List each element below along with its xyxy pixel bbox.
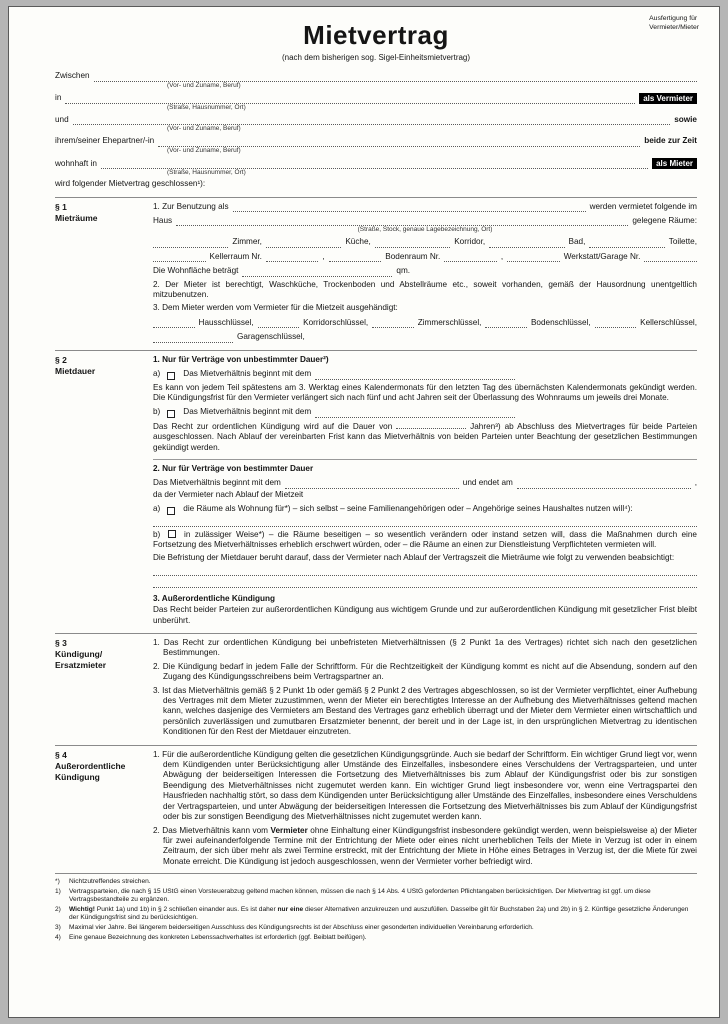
s2-option-2b-row: [153, 530, 697, 551]
label-in: in: [55, 93, 62, 103]
footnote-2-bold-wichtig: Wichtig!: [69, 905, 95, 913]
party-row-spouse: [55, 136, 697, 146]
s3-paragraph-1: 1. Das Recht zur ordentlichen Kündigung bei unbefristeten Mietverhältnissen (§ 2 Punkt 1a des Vertrages) richtet sich nach den gesetzlichen Bestimmungen.: [153, 638, 697, 658]
label-hausschluessel: Hausschlüssel,: [198, 317, 254, 327]
fixed-begin-label: Das Mietverhältnis beginnt mit dem: [153, 478, 281, 488]
footnote-1-marker: 1): [55, 887, 61, 895]
s2-heading-2: 2. Nur für Verträge von bestimmter Dauer: [153, 459, 697, 474]
badge-als-vermieter: als Vermieter: [639, 93, 697, 104]
footnote-3: [55, 924, 697, 933]
section-1-name: Mieträume: [55, 212, 98, 223]
option-2b-text: in zulässiger Weise*) – die Räume beseitigen – so wesentlich verändern oder instand setzen will, dass die Maßnahmen durch eine Fortsetzung des Mietverhältnisses erheblich erschwert würden, oder – die Räume an einen zur Dienstleistung Verpflichteten vermieten will.: [153, 529, 697, 549]
footnote-1-text: Vertragsparteien, die nach § 15 UStG einen Vorsteuerabzug geltend machen können, müssen die nach § 14 Abs. 4 UStG geforderten Pflichtangaben berücksichtigen. Der Mietvertrag ist ggf. um diese Vertragsbestandteile zu ergänzen.: [69, 887, 651, 904]
label-garagenschluessel: Garagenschlüssel,: [237, 332, 305, 342]
section-3-content: [153, 638, 697, 738]
field-count-hausschluessel[interactable]: [153, 318, 195, 328]
parties-block: [55, 71, 697, 189]
s3-paragraph-2: 2. Die Kündigung bedarf in jedem Falle der Schriftform. Für die Rechtzeitigkeit der Kündigung kommt es nicht auf die Absendung, sondern auf den Zugang des Kündigungsschreibens beim Vertragspartner an.: [153, 661, 697, 682]
field-intended-use-line1[interactable]: [153, 564, 697, 576]
section-1-label: [55, 202, 153, 343]
s1-paragraph-2: 2. Der Mieter ist berechtigt, Waschküche, Trockenboden und Abstellräume etc., soweit vorhanden, gemäß der Hausordnung unentgeltlich mitzubenutzen.: [153, 279, 697, 300]
comma: ,: [500, 251, 504, 261]
party-row-landlord: [55, 71, 697, 81]
field-werkstatt-nr[interactable]: [644, 252, 697, 262]
label-wohnflaeche: Die Wohnfläche beträgt: [153, 266, 239, 276]
area-row: [153, 266, 697, 276]
option-a-label: a): [153, 369, 161, 379]
section-2-label: [55, 355, 153, 626]
section-4-name-line2: Kündigung: [55, 771, 100, 782]
field-landlord-address[interactable]: [65, 94, 635, 104]
page-subtitle: (nach dem bisherigen sog. Sigel-Einheitsmietvertrag): [281, 53, 471, 63]
section-1: [55, 197, 697, 343]
s2-paragraph-b-text1: Das Recht zur ordentlichen Kündigung wird auf die Dauer von: [153, 421, 393, 431]
field-count-bad[interactable]: [489, 238, 564, 248]
label-bad: Bad,: [568, 237, 586, 247]
label-bodenraum: Bodenraum Nr.: [385, 251, 441, 261]
rooms-label: gelegene Räume:: [632, 215, 697, 225]
hint-tenant-address: (Straße, Hausnummer, Ort): [167, 168, 246, 176]
label-werkstatt-garage: Werkstatt/Garage Nr.: [563, 251, 641, 261]
comma: ,: [694, 478, 698, 488]
footnote-3-text: Maximal vier Jahre. Bei längerem beiderseitigen Ausschluss des Kündigungsrechts ist der Abschluss einer gesonderten individuellen Vereinbarung erforderlich.: [69, 923, 534, 931]
label-kellerschluessel: Kellerschlüssel,: [640, 317, 698, 327]
s2-option-b-row: [153, 407, 697, 417]
footnote-star-text: Nichtzutreffendes streichen.: [69, 878, 151, 886]
s2-fixed-term-row: [153, 478, 697, 488]
label-beide-zur-zeit: beide zur Zeit: [644, 136, 697, 146]
keys-row-1: [153, 318, 697, 328]
footnote-2-text: [69, 906, 697, 923]
label-kueche: Küche,: [345, 237, 371, 247]
footnotes-block: [55, 873, 697, 942]
footnote-3-marker: 3): [55, 923, 61, 931]
field-usage[interactable]: [233, 202, 586, 212]
field-count-zimmerschluessel[interactable]: [372, 318, 414, 328]
field-house-location[interactable]: [176, 216, 628, 226]
section-3: [55, 633, 697, 738]
hint-landlord-name: (Vor- und Zuname, Beruf): [167, 81, 241, 89]
field-spouse-name[interactable]: [158, 137, 640, 147]
label-kellerraum: Kellerraum Nr.: [209, 251, 262, 261]
label-korridorschluessel: Korridorschlüssel,: [303, 317, 369, 327]
label-zwischen: Zwischen: [55, 71, 90, 81]
label-zimmerschluessel: Zimmerschlüssel,: [417, 317, 482, 327]
section-1-content: [153, 202, 697, 343]
field-bodenraum-nr[interactable]: [444, 252, 497, 262]
section-4-label: [55, 750, 153, 867]
option-2a-text: die Räume als Wohnung für*) – sich selbst – seine Familienangehörigen oder – Angehörige seines Haushaltes nutzen will⁴):: [183, 504, 633, 514]
field-wohnflaeche[interactable]: [242, 267, 392, 277]
s2-heading-1: 1. Nur für Verträge von unbestimmter Dauer²): [153, 354, 329, 364]
hint-house-location: (Straße, Stock, genaue Lagebezeichnung, Ort): [357, 226, 493, 234]
party-row-tenant: [55, 115, 697, 125]
s2-paragraph-3: Das Recht beider Parteien zur außerordentlichen Kündigung aus wichtigem Grunde und zur außerordentlichen Kündigung mit gesetzlicher Frist bleibt unberührt.: [153, 605, 697, 625]
field-exclusion-years[interactable]: [396, 421, 466, 429]
usage-row: [153, 202, 697, 212]
field-count-kellerraum[interactable]: [153, 252, 206, 262]
usage-label-2: werden vermietet folgende im: [589, 201, 697, 211]
field-kellerraum-nr[interactable]: [266, 252, 319, 262]
option-b-text: Das Mietverhältnis beginnt mit dem: [183, 407, 312, 417]
section-2-content: [153, 355, 697, 626]
label-sowie: sowie: [674, 114, 697, 124]
field-count-zimmer[interactable]: [153, 238, 228, 248]
label-wohnhaft-in: wohnhaft in: [55, 158, 97, 168]
label-qm: qm.: [396, 266, 411, 276]
section-3-label: [55, 638, 153, 738]
checkbox-unbestimmt-a[interactable]: [167, 372, 175, 380]
s2-paragraph-b: [153, 421, 697, 453]
option-b-label: b): [153, 407, 161, 417]
footnote-4: [55, 934, 697, 943]
field-count-toilette[interactable]: [589, 238, 664, 248]
label-zimmer: Zimmer,: [232, 237, 262, 247]
section-3-name-line2: Ersatzmieter: [55, 660, 107, 671]
field-begin-date-a[interactable]: [315, 370, 515, 380]
field-landlord-name[interactable]: [94, 72, 697, 82]
footnote-1: [55, 888, 697, 905]
footnote-star-marker: *): [55, 878, 60, 886]
hint-tenant-name: (Vor- und Zuname, Beruf): [167, 125, 241, 133]
footnote-2-text-b: dieser Alternativen anzukreuzen und auszufüllen. Dasselbe gilt für Buchstaben 2a) und 2b) in § 2. Künftige gesetzliche Änderungen der Kündigungsfrist sind zu berücksichtigen.: [69, 905, 689, 922]
field-count-kueche[interactable]: [266, 238, 341, 248]
house-label: Haus: [153, 215, 173, 225]
label-ehepartner: ihrem/seiner Ehepartner/-in: [55, 136, 155, 146]
keys-row-2: [153, 332, 697, 342]
field-count-garagenschluessel[interactable]: [153, 333, 233, 343]
copy-note: [649, 15, 699, 33]
section-4-content: [153, 750, 697, 867]
party-row-tenant-address: [55, 158, 697, 169]
badge-als-mieter: als Mieter: [652, 158, 697, 169]
s2-paragraph-a: Es kann von jedem Teil spätestens am 3. Werktag eines Kalendermonats für den letzten Tag des übernächsten Kalendermonats gekündigt werden. Die Kündigungsfrist für den Vermieter verlängert sich nach fünf und acht Jahren seit der Überlassung des Wohnraums um jeweils drei Monate.: [153, 382, 697, 402]
field-tenant-name[interactable]: [73, 115, 671, 125]
field-begin-date-b[interactable]: [315, 408, 515, 418]
option-a-text: Das Mietverhältnis beginnt mit dem: [183, 369, 312, 379]
section-2: [55, 350, 697, 626]
checkbox-eigenbedarf[interactable]: [167, 507, 175, 515]
label-und: und: [55, 114, 69, 124]
footnote-2-bold-nur-eine: nur eine: [277, 905, 304, 913]
field-count-kellerschluessel[interactable]: [595, 318, 637, 328]
section-4-number: § 4: [55, 749, 67, 760]
option-2b-label: b): [153, 529, 161, 539]
checkbox-unbestimmt-b[interactable]: [167, 410, 175, 418]
field-count-werkstatt[interactable]: [507, 252, 560, 262]
label-korridor: Korridor,: [454, 237, 486, 247]
field-count-korridorschluessel[interactable]: [258, 318, 300, 328]
field-count-bodenraum[interactable]: [329, 252, 382, 262]
fixed-end-label: und endet am: [462, 478, 513, 488]
s3-paragraph-3: 3. Ist das Mietverhältnis gemäß § 2 Punkt 1b oder gemäß § 2 Punkt 2 des Vertrages abgeschlossen, so ist der Vermieter verpflichtet, einer Aufhebung des Vertrages mit dem Mieter zuzustimmen, wenn der Mieter ein berechtigtes Interesse an der Aufhebung des Mietverhältnisses geltend machen kann, welches dasjenige des Vermieters am Bestand des Vertrages ganz erheblich überragt und der Mieter dem Vermieter einen wirtschaftlich und persönlich zuverlässigen und zumutbaren Ersatzmieter benennt, der bereit und in der Lage ist, in den ursprünglichen Mietvertrag zu identischen Konditionen für den Rest der Mietdauer einzutreten.: [153, 685, 697, 737]
party-row-landlord-address: [55, 93, 697, 104]
footnote-2: [55, 906, 697, 923]
cellar-row: [153, 252, 697, 262]
footnote-star: [55, 878, 697, 887]
copy-note-line2: Vermieter/Mieter: [649, 23, 699, 31]
section-3-number: § 3: [55, 638, 67, 649]
contract-closing-line: wird folgender Mietvertrag geschlossen¹):: [55, 179, 206, 189]
s4-paragraph-2-bold: Vermieter: [270, 825, 308, 835]
s1-paragraph-3: 3. Dem Mieter werden vom Vermieter für die Mietzeit ausgehändigt:: [153, 303, 398, 313]
section-1-number: § 1: [55, 201, 67, 212]
s4-paragraph-2-post: ohne Einhaltung einer Kündigungsfrist insbesondere gekündigt werden, wenn beispielsweise a) der Mieter für zwei aufeinanderfolgende Termine mit der Entrichtung der Miete oder eines nicht unerheblichen Teils der Miete in Verzug ist oder in einem Zeitraum, der sich über mehr als zwei Termine erstreckt, mit der Entrichtung der Miete in Höhe eines Betrages in Verzug ist, der die Miete für zwei Monate erreicht. Die Kündigung ist jedoch ausgeschlossen, wenn der Vermieter vorher befriedigt wird.: [163, 825, 697, 866]
contract-page: [8, 6, 720, 1018]
field-fixed-end-date[interactable]: [517, 479, 691, 489]
s4-paragraph-2-pre: 2. Das Mietverhältnis kann vom: [153, 825, 268, 835]
option-2a-label: a): [153, 504, 161, 514]
usage-label: 1. Zur Benutzung als: [153, 201, 229, 211]
field-fixed-begin-date[interactable]: [285, 479, 459, 489]
section-4: [55, 745, 697, 867]
hint-spouse-name: (Vor- und Zuname, Beruf): [167, 146, 241, 154]
field-tenant-address[interactable]: [101, 159, 648, 169]
copy-note-line1: Ausfertigung für: [649, 15, 698, 22]
checkbox-verwertung[interactable]: [168, 530, 176, 538]
footnote-4-marker: 4): [55, 933, 61, 941]
label-bodenschluessel: Bodenschlüssel,: [530, 317, 591, 327]
s2-fixed-term-line2: da der Vermieter nach Ablauf der Mietzeit: [153, 489, 304, 499]
s2-option-2a-row: [153, 504, 697, 514]
s2-option-a-row: [153, 369, 697, 379]
page-title: Mietvertrag: [303, 20, 449, 50]
s2-paragraph-b-text2: Jahren³) ab Abschluss des Mietvertrages für beide Parteien ausgeschlossen. Nach Ablauf der vereinbarten Frist kann das Mietverhältnis von beiden Parteien unter Beachtung der gesetzlichen Bestimmungen gekündigt werden.: [153, 421, 697, 452]
comma: ,: [322, 251, 325, 261]
rooms-row: [153, 237, 697, 247]
footnote-4-text: Eine genaue Bezeichnung des konkreten Lebenssachverhaltes ist erforderlich (ggf. Beiblatt beifügen).: [69, 933, 367, 941]
s2-heading-3: 3. Außerordentliche Kündigung: [153, 593, 276, 603]
field-intended-use-line2[interactable]: [153, 576, 697, 588]
field-count-korridor[interactable]: [375, 238, 450, 248]
house-row: [153, 216, 697, 226]
field-count-bodenschluessel[interactable]: [485, 318, 527, 328]
s4-paragraph-2: [153, 826, 697, 868]
footnote-2-text-a: Punkt 1a) und 1b) in § 2 schließen einander aus. Es ist daher: [96, 905, 276, 913]
section-3-name-line1: Kündigung/: [55, 649, 103, 660]
s4-paragraph-1: 1. Für die außerordentliche Kündigung gelten die gesetzlichen Kündigungsgründe. Auch sie bedarf der Schriftform. Ein wichtiger Grund liegt vor, wenn dem Kündigenden unter Berücksichtigung aller Umstände des Einzelfalles, insbesondere eines Verschuldens der Vertragsparteien, und unter Abwägung der beiderseitigen Interessen die Fortsetzung des Mietverhältnisses bis zum Ablauf der Kündigungsfrist oder bis zur sonstigen Beendigung des Mietverhältnisses nicht zugemutet werden kann. Ein wichtiger Grund liegt insbesondere vor, wenn eine Vertragspartei den Hausfrieden nachhaltig stört, so dass dem Kündigenden unter Berücksichtigung aller Umstände des Einzelfalles, insbesondere eines Verschuldens der Vertragsparteien, und unter Abwägung der beiderseitigen Interessen die Fortsetzung des Mietverhältnisses bis zum Ablauf der Kündigungsfrist oder bis zur sonstigen Beendigung des Mietverhältnisses nicht zugemutet werden kann.: [153, 749, 697, 822]
field-eigenbedarf-details[interactable]: [153, 515, 697, 527]
section-2-number: § 2: [55, 354, 67, 365]
hint-landlord-address: (Straße, Hausnummer, Ort): [167, 103, 246, 111]
section-2-name: Mietdauer: [55, 365, 96, 376]
s2-befristung-paragraph: Die Befristung der Mietdauer beruht darauf, dass der Vermieter nach Ablauf der Vertragszeit die Mieträume wie folgt zu verwenden beabsichtigt:: [153, 553, 675, 563]
label-toilette: Toilette,: [668, 237, 697, 247]
section-4-name-line1: Außerordentliche: [55, 760, 126, 771]
footnote-2-marker: 2): [55, 905, 61, 913]
